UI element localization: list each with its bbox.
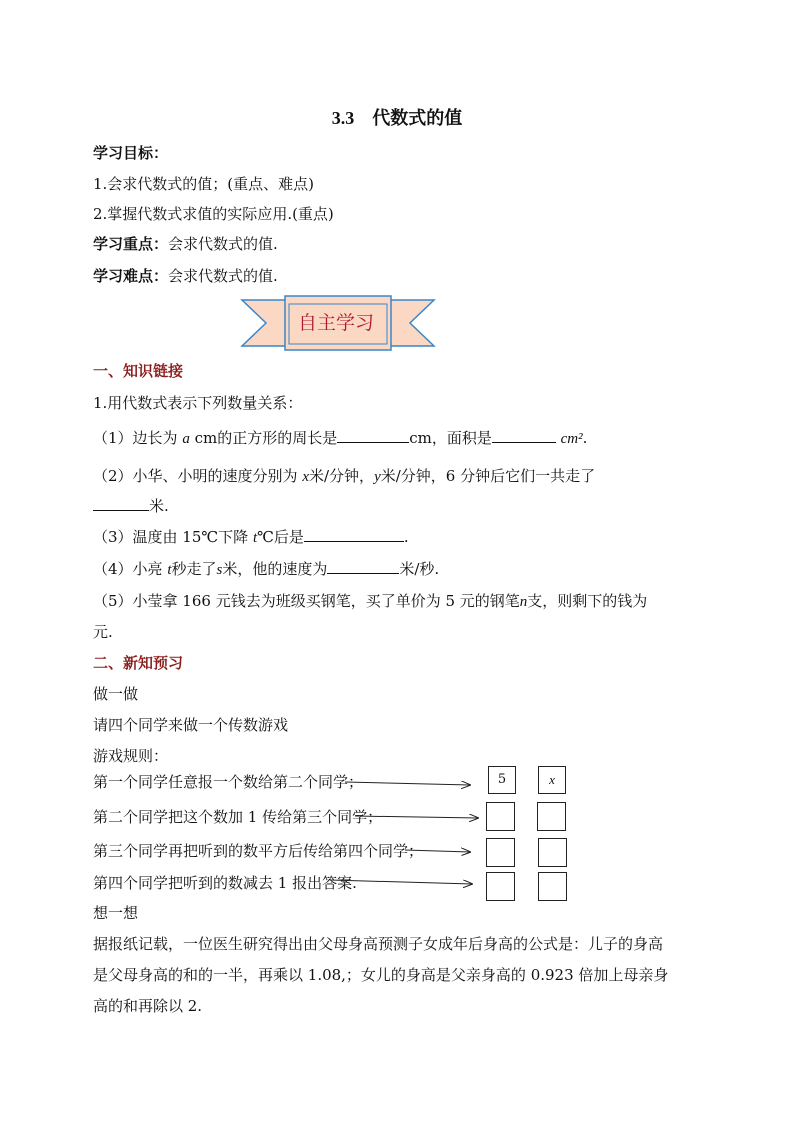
section2-heading: 二、新知预习 [93,654,184,672]
key-point-label: 学习重点： [93,235,169,253]
rules-label: 游戏规则： [93,747,169,765]
objective-item-1: 1.会求代数式的值；(重点、难点) [93,175,315,193]
game-intro: 请四个同学来做一个传数游戏 [93,716,289,734]
q5-text-b: 支，则剩下的钱为 [527,592,648,610]
q4-text-d: 米/秒. [399,560,440,578]
q4-text-a: （4）小亮 [93,560,168,578]
rule-2: 第二个同学把这个数加 1 传给第三个同学； [93,808,383,826]
box-3-right[interactable] [538,838,567,867]
paragraph-line-3: 高的和再除以 2. [93,997,203,1015]
q1-text-c: cm，面积是 [409,429,492,447]
question-5-cont: 元. [93,623,113,641]
paragraph-line-2: 是父母身高的和的一半，再乘以 1.08,；女儿的身高是父亲身高的 0.923 倍加上母亲身 [93,966,669,984]
box-2-left[interactable] [486,802,515,831]
q1-text-a: （1）边长为 [93,429,178,447]
banner-label: 自主学习 [297,312,374,334]
think-label: 想一想 [93,904,139,922]
arrow-2 [355,816,478,818]
objectives-heading: 学习目标： [93,144,169,162]
difficulty-text: 会求代数式的值. [168,267,278,285]
q3-var-t: t [252,530,258,546]
q3-text-a: （3）温度由 15℃下降 [93,528,253,546]
key-point-text: 会求代数式的值. [168,235,278,253]
q4-var-t: t [167,562,172,578]
q2-text-a: （2）小华、小明的速度分别为 [93,467,303,485]
q4-var-s: s [216,562,223,578]
rule-1: 第一个同学任意报一个数给第二个同学； [93,773,364,791]
box-4-left[interactable] [486,872,515,901]
q2-var-y: y [374,469,381,485]
q1-end: . [582,429,588,447]
box-1-left: 5 [488,766,516,794]
q5-text-a: （5）小莹拿 166 元钱去为班级买钢笔，买了单价为 5 元的钢笔 [93,592,520,610]
q2-var-x: x [302,469,309,485]
paragraph-line-1: 据报纸记载，一位医生研究得出由父母身高预测子女成年后身高的公式是：儿子的身高 [93,935,664,953]
box-1-right: x [538,766,566,794]
rule-4: 第四个同学把听到的数减去 1 报出答案. [93,874,357,892]
box-2-right[interactable] [537,802,566,831]
rule-3: 第三个同学再把听到的数平方后传给第四个同学； [93,842,424,860]
title-text: 代数式的值 [372,108,463,129]
arrow-4 [330,880,472,884]
q2-text-c: 米/分钟，6 分钟后它们一共走了 [380,467,596,485]
difficulty-label: 学习难点： [93,267,169,285]
q4-text-b: 秒走了 [171,560,217,578]
q1-text-b: cm的正方形的周长是 [189,429,338,447]
q2-text-d: 米. [149,497,169,515]
arrow-1 [345,782,470,785]
section1-intro: 1.用代数式表示下列数量关系： [93,394,303,412]
q5-var-n: n [519,594,528,610]
q2-text-b: 米/分钟， [309,467,375,485]
section1-heading: 一、知识链接 [93,362,184,380]
q3-end: . [403,528,409,546]
title-number: 3.3 [331,108,355,128]
do-it-label: 做一做 [93,685,139,703]
arrow-3 [405,850,470,852]
q1-unit: cm² [560,431,583,447]
box-4-right[interactable] [538,872,567,901]
box-3-left[interactable] [486,838,515,867]
q3-text-b: ℃后是 [257,528,304,546]
q1-var-a: a [182,431,190,447]
q4-text-c: 米，他的速度为 [222,560,328,578]
objective-item-2: 2.掌握代数式求值的实际应用.(重点) [93,205,334,223]
